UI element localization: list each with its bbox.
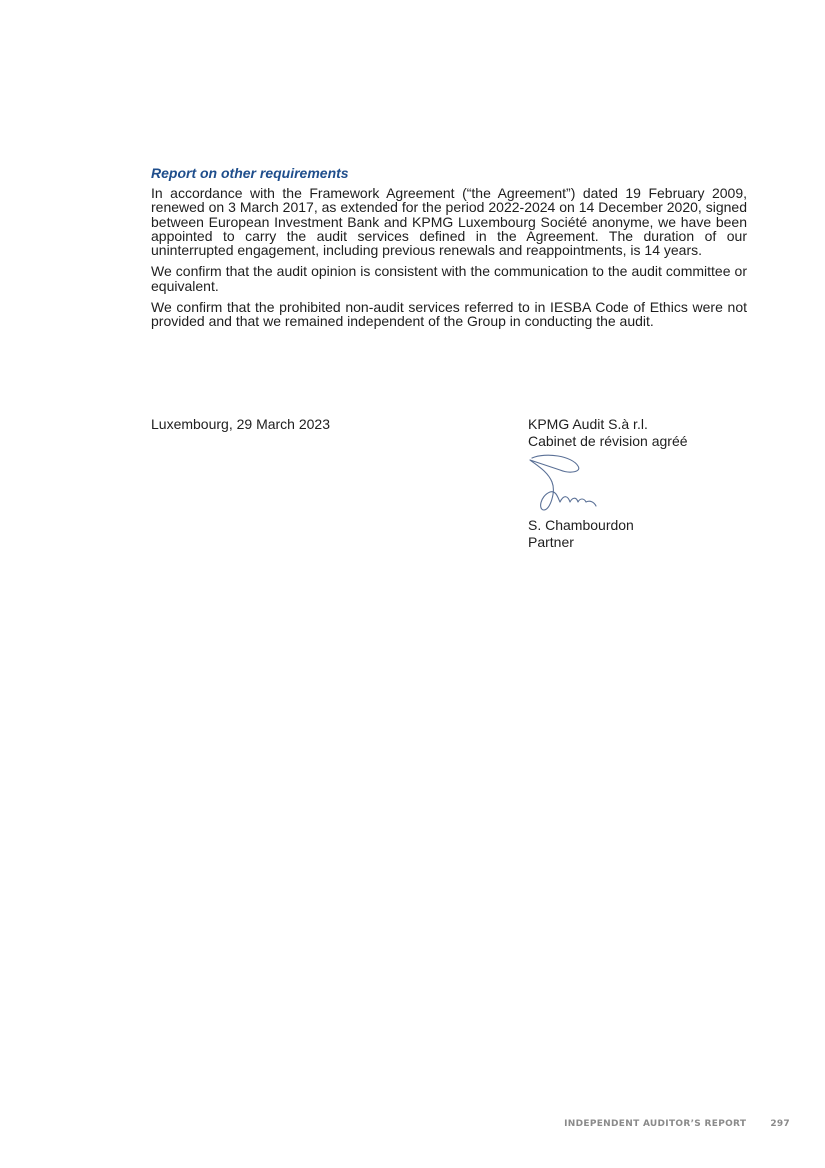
report-section (151, 165, 747, 329)
page-footer (564, 1119, 790, 1129)
firm-name: KPMG Audit S.à r.l. (528, 416, 648, 432)
signatory-name: S. Chambourdon (528, 517, 634, 533)
paragraph-audit-opinion: We confirm that the audit opinion is consistent with the communication to the audit committee or equivalent. (151, 263, 747, 294)
handwritten-signature-icon (524, 452, 604, 514)
signatory-title: Partner (528, 534, 574, 550)
firm-status: Cabinet de révision agréé (528, 433, 688, 449)
section-heading: Report on other requirements (151, 165, 349, 181)
paragraph-independence: We confirm that the prohibited non-audit services referred to in IESBA Code of Ethics were not provided and that we remained independent of the Group in conducting the audit. (151, 299, 747, 330)
signatory-person-block (528, 517, 634, 551)
footer-section-title: INDEPENDENT AUDITOR’S REPORT (564, 1119, 747, 1129)
paragraph-engagement: In accordance with the Framework Agreement (“the Agreement”) dated 19 February 2009, renewed on 3 March 2017, as extended for the period 2022-2024 on 14 December 2020, signed between European Investment Bank and KPMG Luxembourg Société anonyme, we have been appointed to carry the audit services defined in the Agreement. The duration of our uninterrupted engagement, including previous renewals and reappointments, is 14 years. (151, 185, 747, 259)
signatory-firm-block (528, 416, 688, 450)
page-number: 297 (770, 1119, 790, 1129)
place-and-date: Luxembourg, 29 March 2023 (151, 416, 330, 432)
